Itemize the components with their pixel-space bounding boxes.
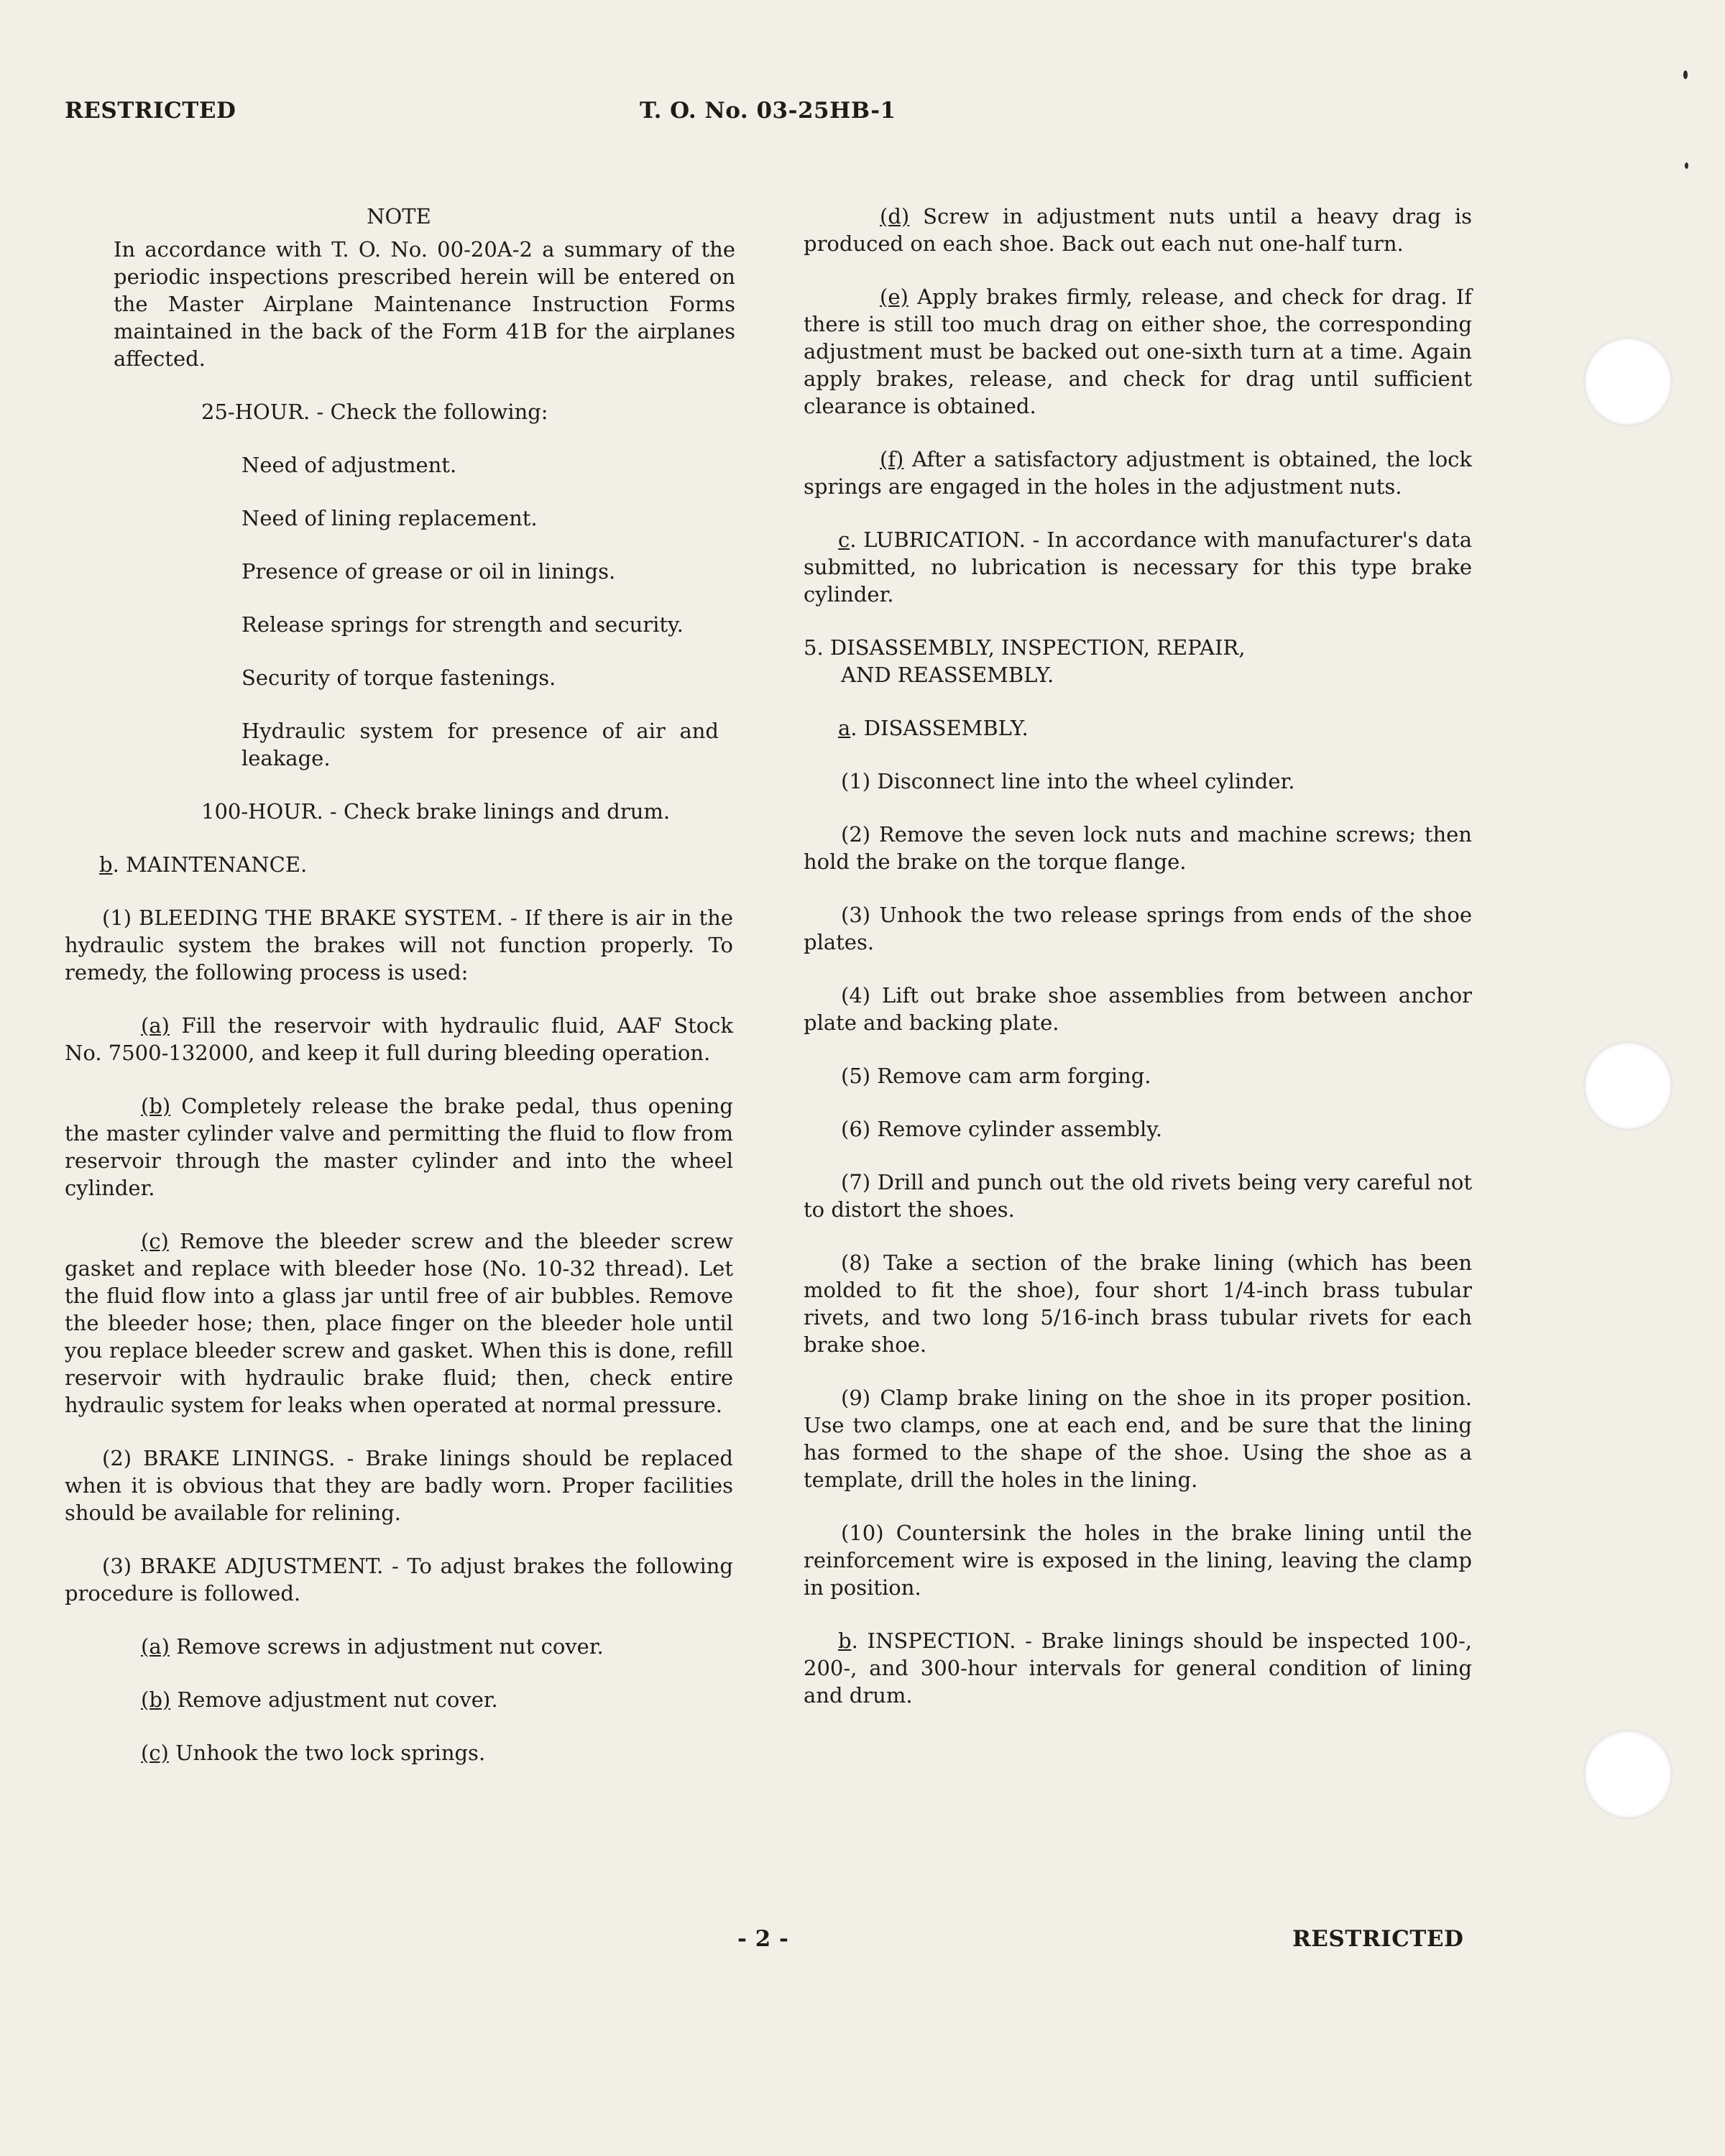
- binder-hole: [1584, 1042, 1672, 1130]
- check-item: Presence of grease or oil in linings.: [242, 559, 616, 584]
- scan-speck: [1683, 70, 1688, 79]
- header-tech-order-number: T. O. No. 03-25HB-1: [640, 98, 896, 124]
- disassembly-step: (6) Remove cylinder assembly.: [841, 1117, 1162, 1141]
- adjustment-step-a: (a) Remove screws in adjustment nut cover.: [141, 1634, 604, 1659]
- disassembly-step: (3) Unhook the two release springs from ends of the shoe plates.: [804, 903, 1472, 954]
- disassembly-step: (10) Countersink the holes in the brake lining until the reinforcement wire is exposed in the lining, leaving the clamp in position.: [804, 1521, 1472, 1600]
- disassembly-step: (1) Disconnect line into the wheel cylinder.: [841, 769, 1295, 793]
- adjustment-step-c: (c) Unhook the two lock springs.: [141, 1741, 486, 1765]
- 25-hour-heading: 25-HOUR. - Check the following:: [201, 400, 548, 424]
- disassembly-step: (2) Remove the seven lock nuts and machine screws; then hold the brake on the torque flange.: [804, 822, 1472, 874]
- section-5-heading: 5. DISASSEMBLY, INSPECTION, REPAIR, AND REASSEMBLY.: [804, 635, 1246, 687]
- check-item: Release springs for strength and security.: [242, 612, 684, 637]
- left-column: [65, 203, 733, 1792]
- scan-speck: [1685, 162, 1688, 169]
- bleeding-paragraph: (1) BLEEDING THE BRAKE SYSTEM. - If there is air in the hydraulic system the brakes will not function properly. To remedy, the following process is used:: [65, 906, 733, 985]
- adjustment-step-b: (b) Remove adjustment nut cover.: [141, 1687, 498, 1712]
- bleeding-step-a: (a) Fill the reservoir with hydraulic fluid, AAF Stock No. 7500-132000, and keep it full during bleeding operation.: [65, 1013, 733, 1065]
- note-title: NOTE: [367, 204, 431, 229]
- header-restricted: RESTRICTED: [65, 98, 236, 124]
- brake-adjustment-paragraph: (3) BRAKE ADJUSTMENT. - To adjust brakes the following procedure is followed.: [65, 1554, 733, 1606]
- lubrication-paragraph: c. LUBRICATION. - In accordance with manufacturer's data submitted, no lubrication is necessary for this type brake cylinder.: [804, 528, 1472, 607]
- section-label: a: [838, 716, 851, 740]
- adjustment-step-e: (e) Apply brakes firmly, release, and check for drag. If there is still too much drag on either shoe, the corresponding adjustment must be backed out one-sixth turn at a time. Again apply brakes, release, and check for drag until sufficient clearance is obtained.: [804, 285, 1472, 418]
- section-label: c: [838, 528, 850, 552]
- check-item: Hydraulic system for presence of air and leakage.: [242, 719, 719, 770]
- brake-linings-paragraph: (2) BRAKE LININGS. - Brake linings should be replaced when it is obvious that they are badly worn. Proper facilities should be available for relining.: [65, 1446, 733, 1525]
- inspection-paragraph: b. INSPECTION. - Brake linings should be inspected 100-, 200-, and 300-hour intervals for general condition of lining and drum.: [804, 1628, 1472, 1708]
- binder-hole: [1584, 338, 1672, 425]
- binder-hole: [1584, 1731, 1672, 1818]
- bleeding-step-c: (c) Remove the bleeder screw and the bleeder screw gasket and replace with bleeder hose (No. 10-32 thread). Let the fluid flow into a glass jar until free of air bubbles. Remove the bleeder hose; then, place finger on the bleeder hole until you replace bleeder screw and gasket. When this is done, refill reservoir with hydraulic brake fluid; then, check entire hydraulic system for leaks when operated at normal pressure.: [65, 1229, 733, 1417]
- disassembly-heading: a. DISASSEMBLY.: [838, 716, 1029, 740]
- check-item: Security of torque fastenings.: [242, 665, 556, 690]
- check-item: Need of lining replacement.: [242, 506, 538, 530]
- adjustment-step-f: (f) After a satisfactory adjustment is obtained, the lock springs are engaged in the holes in the adjustment nuts.: [804, 447, 1472, 499]
- check-item: Need of adjustment.: [242, 453, 457, 477]
- section-label: b: [838, 1628, 852, 1653]
- disassembly-step: (8) Take a section of the brake lining (which has been molded to fit the shoe), four short 1/4-inch brass tubular rivets, and two long 5/16-inch brass tubular rivets for each brake shoe.: [804, 1250, 1472, 1357]
- disassembly-step: (7) Drill and punch out the old rivets being very careful not to distort the shoes.: [804, 1170, 1472, 1222]
- right-column: [804, 203, 1472, 1735]
- adjustment-step-d: (d) Screw in adjustment nuts until a heavy drag is produced on each shoe. Back out each nut one-half turn.: [804, 204, 1472, 256]
- 100-hour-heading: 100-HOUR. - Check brake linings and drum.: [201, 799, 671, 824]
- disassembly-step: (5) Remove cam arm forging.: [841, 1064, 1151, 1088]
- page-number: - 2 -: [737, 1926, 789, 1952]
- note-text: In accordance with T. O. No. 00-20A-2 a summary of the periodic inspections prescribed herein will be entered on the Master Airplane Maintenance Instruction Forms maintained in the back of the Form 41B for the airplanes affected.: [114, 237, 735, 371]
- maintenance-heading: b. MAINTENANCE.: [99, 852, 308, 877]
- bleeding-step-b: (b) Completely release the brake pedal, thus opening the master cylinder valve and permitting the fluid to flow from reservoir through the master cylinder and into the wheel cylinder.: [65, 1094, 733, 1200]
- disassembly-step: (9) Clamp brake lining on the shoe in its proper position. Use two clamps, one at each end, and be sure that the lining has formed to the shape of the shoe. Using the shoe as a template, drill the holes in the lining.: [804, 1386, 1472, 1492]
- disassembly-step: (4) Lift out brake shoe assemblies from between anchor plate and backing plate.: [804, 983, 1472, 1035]
- section-label: b: [99, 852, 113, 877]
- footer-restricted: RESTRICTED: [1292, 1926, 1464, 1952]
